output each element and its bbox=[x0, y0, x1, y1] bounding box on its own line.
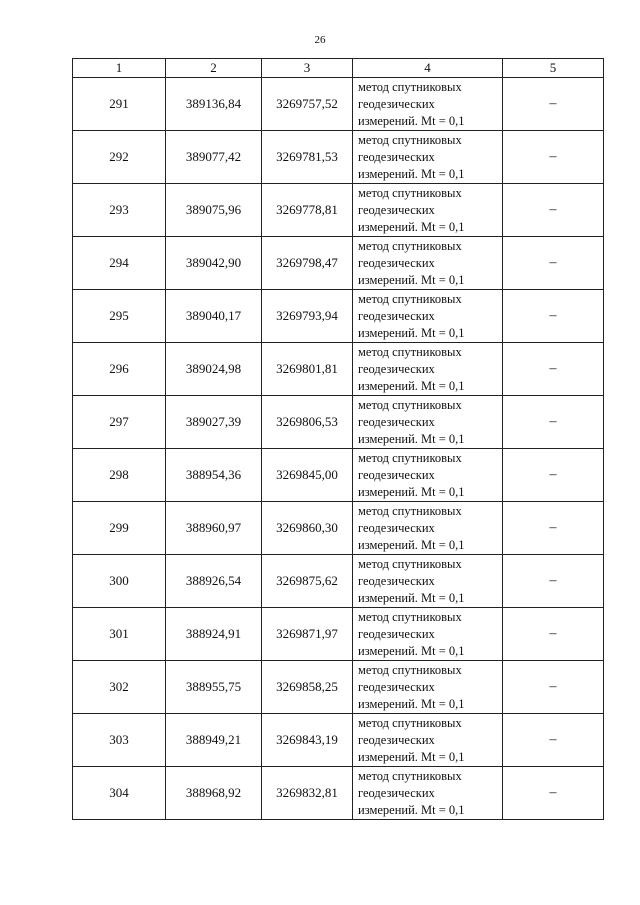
y-coordinate-cell: 3269843,19 bbox=[262, 714, 353, 767]
method-line: геодезических bbox=[358, 679, 435, 694]
y-coordinate-cell: 3269757,52 bbox=[262, 78, 353, 131]
method-cell bbox=[353, 661, 503, 714]
method-line: измерений. Mt = 0,1 bbox=[358, 484, 465, 499]
table-row bbox=[73, 449, 604, 502]
point-number-cell: 295 bbox=[73, 290, 166, 343]
note-cell: – bbox=[503, 714, 604, 767]
method-line: измерений. Mt = 0,1 bbox=[358, 378, 465, 393]
x-coordinate-cell: 388924,91 bbox=[166, 608, 262, 661]
y-coordinate-cell: 3269781,53 bbox=[262, 131, 353, 184]
method-line: геодезических bbox=[358, 785, 435, 800]
method-line: измерений. Mt = 0,1 bbox=[358, 802, 465, 817]
y-coordinate-cell: 3269875,62 bbox=[262, 555, 353, 608]
method-line: геодезических bbox=[358, 520, 435, 535]
x-coordinate-cell: 388968,92 bbox=[166, 767, 262, 820]
method-line: геодезических bbox=[358, 414, 435, 429]
method-line: метод спутниковых bbox=[358, 185, 462, 200]
column-header-1: 1 bbox=[73, 59, 166, 78]
y-coordinate-cell: 3269860,30 bbox=[262, 502, 353, 555]
method-cell bbox=[353, 555, 503, 608]
note-cell: – bbox=[503, 184, 604, 237]
method-line: измерений. Mt = 0,1 bbox=[358, 696, 465, 711]
method-line: геодезических bbox=[358, 361, 435, 376]
x-coordinate-cell: 389077,42 bbox=[166, 131, 262, 184]
method-line: измерений. Mt = 0,1 bbox=[358, 325, 465, 340]
method-line: измерений. Mt = 0,1 bbox=[358, 166, 465, 181]
method-line: геодезических bbox=[358, 626, 435, 641]
column-header-3: 3 bbox=[262, 59, 353, 78]
column-header-5: 5 bbox=[503, 59, 604, 78]
x-coordinate-cell: 389040,17 bbox=[166, 290, 262, 343]
point-number-cell: 296 bbox=[73, 343, 166, 396]
method-cell bbox=[353, 608, 503, 661]
x-coordinate-cell: 388955,75 bbox=[166, 661, 262, 714]
method-line: геодезических bbox=[358, 732, 435, 747]
note-cell: – bbox=[503, 502, 604, 555]
method-line: геодезических bbox=[358, 255, 435, 270]
table-body bbox=[73, 78, 604, 820]
method-line: метод спутниковых bbox=[358, 344, 462, 359]
table-row bbox=[73, 608, 604, 661]
method-line: геодезических bbox=[358, 467, 435, 482]
y-coordinate-cell: 3269806,53 bbox=[262, 396, 353, 449]
note-cell: – bbox=[503, 131, 604, 184]
note-cell: – bbox=[503, 396, 604, 449]
note-cell: – bbox=[503, 290, 604, 343]
x-coordinate-cell: 388949,21 bbox=[166, 714, 262, 767]
table-header-row bbox=[73, 59, 604, 78]
point-number-cell: 300 bbox=[73, 555, 166, 608]
x-coordinate-cell: 388960,97 bbox=[166, 502, 262, 555]
note-cell: – bbox=[503, 237, 604, 290]
x-coordinate-cell: 389075,96 bbox=[166, 184, 262, 237]
method-line: геодезических bbox=[358, 202, 435, 217]
method-cell bbox=[353, 502, 503, 555]
method-line: измерений. Mt = 0,1 bbox=[358, 219, 465, 234]
method-line: геодезических bbox=[358, 149, 435, 164]
x-coordinate-cell: 389042,90 bbox=[166, 237, 262, 290]
method-cell bbox=[353, 78, 503, 131]
y-coordinate-cell: 3269832,81 bbox=[262, 767, 353, 820]
method-line: геодезических bbox=[358, 96, 435, 111]
method-line: измерений. Mt = 0,1 bbox=[358, 749, 465, 764]
table-row bbox=[73, 290, 604, 343]
method-cell bbox=[353, 237, 503, 290]
table-row bbox=[73, 237, 604, 290]
note-cell: – bbox=[503, 78, 604, 131]
coordinates-table bbox=[72, 58, 604, 820]
x-coordinate-cell: 389024,98 bbox=[166, 343, 262, 396]
method-cell bbox=[353, 714, 503, 767]
method-line: измерений. Mt = 0,1 bbox=[358, 113, 465, 128]
method-line: метод спутниковых bbox=[358, 132, 462, 147]
point-number-cell: 294 bbox=[73, 237, 166, 290]
method-line: метод спутниковых bbox=[358, 503, 462, 518]
note-cell: – bbox=[503, 449, 604, 502]
method-line: измерений. Mt = 0,1 bbox=[358, 643, 465, 658]
page-number: 26 bbox=[314, 34, 326, 46]
column-header-4: 4 bbox=[353, 59, 503, 78]
method-cell bbox=[353, 131, 503, 184]
method-line: метод спутниковых bbox=[358, 609, 462, 624]
method-cell bbox=[353, 449, 503, 502]
point-number-cell: 298 bbox=[73, 449, 166, 502]
method-line: метод спутниковых bbox=[358, 79, 462, 94]
point-number-cell: 301 bbox=[73, 608, 166, 661]
method-line: геодезических bbox=[358, 573, 435, 588]
x-coordinate-cell: 389136,84 bbox=[166, 78, 262, 131]
method-line: метод спутниковых bbox=[358, 715, 462, 730]
y-coordinate-cell: 3269871,97 bbox=[262, 608, 353, 661]
method-cell bbox=[353, 396, 503, 449]
method-line: измерений. Mt = 0,1 bbox=[358, 590, 465, 605]
note-cell: – bbox=[503, 767, 604, 820]
method-line: геодезических bbox=[358, 308, 435, 323]
note-cell: – bbox=[503, 343, 604, 396]
table-row bbox=[73, 555, 604, 608]
method-line: измерений. Mt = 0,1 bbox=[358, 431, 465, 446]
column-header-2: 2 bbox=[166, 59, 262, 78]
method-line: измерений. Mt = 0,1 bbox=[358, 537, 465, 552]
table-row bbox=[73, 78, 604, 131]
point-number-cell: 293 bbox=[73, 184, 166, 237]
table-row bbox=[73, 661, 604, 714]
method-line: метод спутниковых bbox=[358, 397, 462, 412]
y-coordinate-cell: 3269801,81 bbox=[262, 343, 353, 396]
point-number-cell: 302 bbox=[73, 661, 166, 714]
point-number-cell: 291 bbox=[73, 78, 166, 131]
point-number-cell: 292 bbox=[73, 131, 166, 184]
point-number-cell: 303 bbox=[73, 714, 166, 767]
x-coordinate-cell: 389027,39 bbox=[166, 396, 262, 449]
table-row bbox=[73, 767, 604, 820]
table-row bbox=[73, 502, 604, 555]
note-cell: – bbox=[503, 608, 604, 661]
table-row bbox=[73, 131, 604, 184]
method-line: метод спутниковых bbox=[358, 291, 462, 306]
method-line: метод спутниковых bbox=[358, 556, 462, 571]
point-number-cell: 304 bbox=[73, 767, 166, 820]
method-line: метод спутниковых bbox=[358, 662, 462, 677]
point-number-cell: 299 bbox=[73, 502, 166, 555]
method-line: метод спутниковых bbox=[358, 768, 462, 783]
table-row bbox=[73, 184, 604, 237]
table-row bbox=[73, 714, 604, 767]
method-line: метод спутниковых bbox=[358, 450, 462, 465]
y-coordinate-cell: 3269778,81 bbox=[262, 184, 353, 237]
point-number-cell: 297 bbox=[73, 396, 166, 449]
y-coordinate-cell: 3269793,94 bbox=[262, 290, 353, 343]
y-coordinate-cell: 3269845,00 bbox=[262, 449, 353, 502]
x-coordinate-cell: 388926,54 bbox=[166, 555, 262, 608]
table-row bbox=[73, 343, 604, 396]
method-line: измерений. Mt = 0,1 bbox=[358, 272, 465, 287]
method-cell bbox=[353, 343, 503, 396]
y-coordinate-cell: 3269858,25 bbox=[262, 661, 353, 714]
method-cell bbox=[353, 767, 503, 820]
method-cell bbox=[353, 290, 503, 343]
note-cell: – bbox=[503, 555, 604, 608]
y-coordinate-cell: 3269798,47 bbox=[262, 237, 353, 290]
note-cell: – bbox=[503, 661, 604, 714]
method-line: метод спутниковых bbox=[358, 238, 462, 253]
x-coordinate-cell: 388954,36 bbox=[166, 449, 262, 502]
method-cell bbox=[353, 184, 503, 237]
table-row bbox=[73, 396, 604, 449]
